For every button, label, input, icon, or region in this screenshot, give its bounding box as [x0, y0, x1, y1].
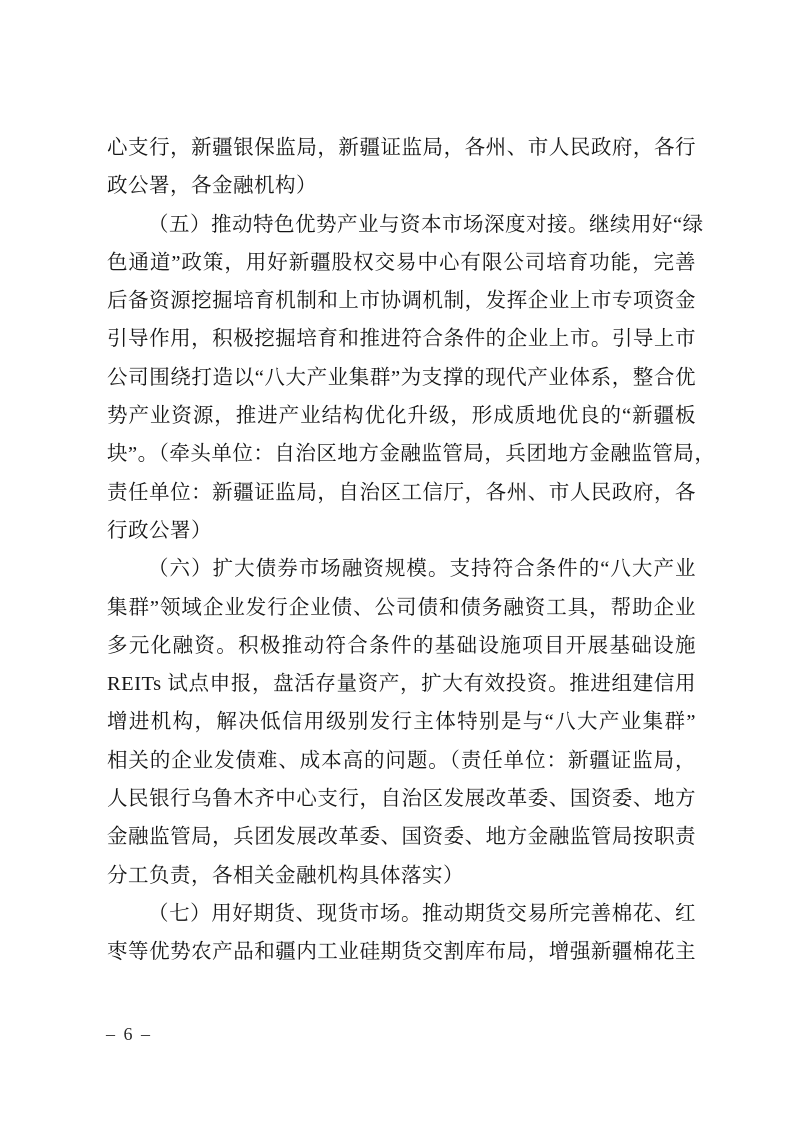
text-line: 增进机构，解决低信用级别发行主体特别是与“八大产业集群” — [107, 711, 696, 734]
text-line: 行政公署） — [107, 519, 212, 542]
text-line: 引导作用，积极挖掘培育和推进符合条件的企业上市。引导上市 — [107, 328, 696, 351]
text-line: 人民银行乌鲁木齐中心支行，自治区发展改革委、国资委、地方 — [107, 788, 696, 811]
text-line: 金融监管局，兵团发展改革委、国资委、地方金融监管局按职责 — [107, 826, 696, 849]
text-line: 责任单位：新疆证监局，自治区工信厅，各州、市人民政府，各 — [107, 481, 696, 504]
text-line: 集群”领域企业发行企业债、公司债和债务融资工具，帮助企业 — [107, 596, 696, 619]
text-line: 多元化融资。积极推动符合条件的基础设施项目开展基础设施 — [107, 634, 696, 657]
text-line: 枣等优势农产品和疆内工业硅期货交割库布局，增强新疆棉花主 — [107, 941, 696, 964]
text-line: 块”。（牵头单位：自治区地方金融监管局，兵团地方金融监管局， — [107, 443, 716, 466]
text-line: 政公署，各金融机构） — [107, 175, 317, 198]
text-line: （七）用好期货、现货市场。推动期货交易所完善棉花、红 — [148, 902, 696, 925]
text-line: 势产业资源，推进产业结构优化升级，形成质地优良的“新疆板 — [107, 405, 696, 428]
text-line: REITs 试点申报，盘活存量资产，扩大有效投资。推进组建信用 — [107, 673, 696, 696]
page-number: – 6 – — [106, 1024, 152, 1044]
text-line: 心支行，新疆银保监局，新疆证监局，各州、市人民政府，各行 — [107, 137, 696, 159]
text-line: （六）扩大债券市场融资规模。支持符合条件的“八大产业 — [148, 558, 696, 581]
text-line: 公司围绕打造以“八大产业集群”为支撑的现代产业体系，整合优 — [107, 366, 696, 389]
text-line: （五）推动特色优势产业与资本市场深度对接。继续用好“绿 — [148, 213, 704, 236]
body-text — [107, 129, 716, 972]
text-line: 分工负责，各相关金融机构具体落实） — [107, 864, 464, 887]
text-line: 相关的企业发债难、成本高的问题。（责任单位：新疆证监局， — [107, 749, 696, 772]
text-line: 后备资源挖掘培育机制和上市协调机制，发挥企业上市专项资金 — [107, 290, 696, 313]
text-line: 色通道”政策，用好新疆股权交易中心有限公司培育功能，完善 — [107, 251, 696, 274]
